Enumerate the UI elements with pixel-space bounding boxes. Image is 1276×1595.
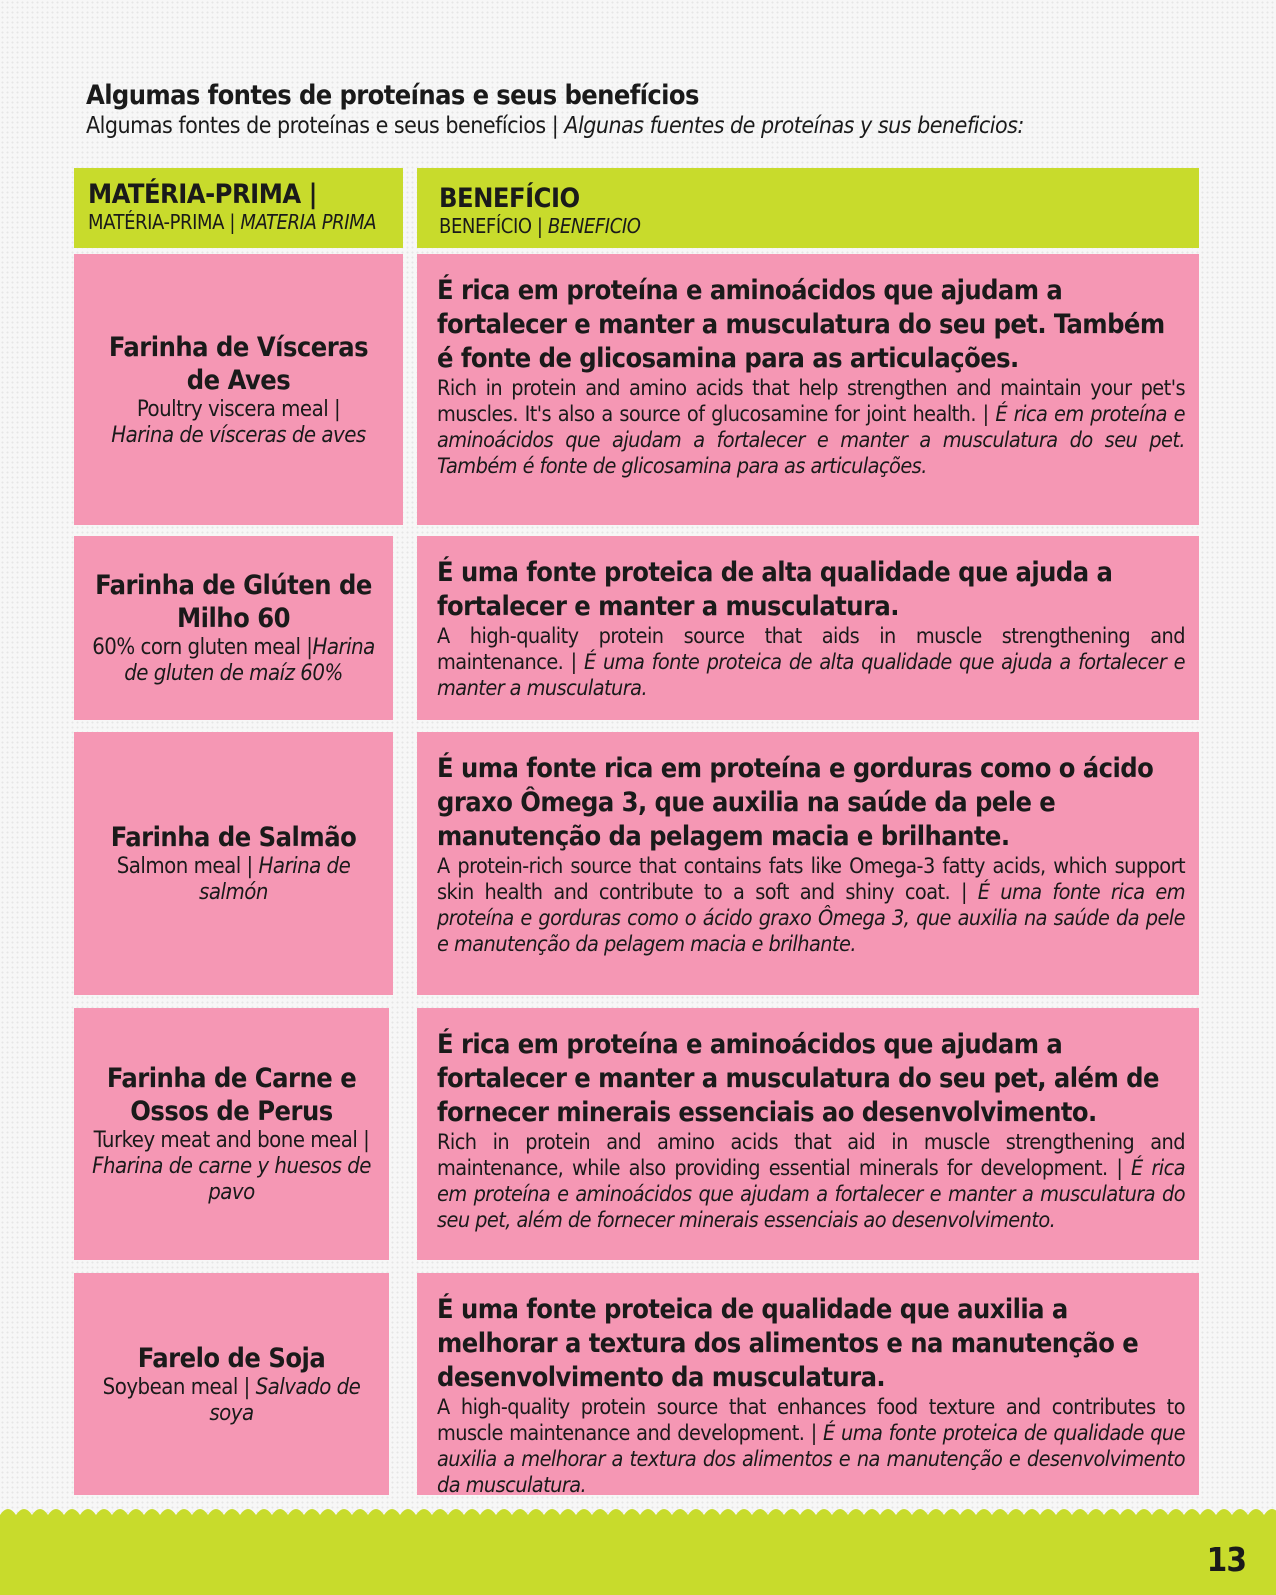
material-name: Farinha de Vísceras de Aves (108, 331, 369, 396)
benefit-text: É rica em proteína e aminoácidos que ajudam a fortalecer e manter a musculatura do seu pet. Também é fonte de glicosamina para as articulações. (437, 275, 1165, 374)
subtitle-es: Algunas fuentes de proteínas y sus beneficios: (564, 113, 1024, 139)
benefit-text: É uma fonte rica em proteína e gorduras como o ácido graxo Ômega 3, que auxilia na saúde da pele e manutenção da pelagem macia e brilhante. (437, 753, 1154, 852)
table-row-benefit (417, 254, 1199, 525)
column-header-material-subtitle (88, 210, 391, 235)
table-row-material (74, 732, 393, 995)
benefit-translation (437, 854, 1185, 958)
benefit-text-pt-italic: É rica em proteína e aminoácidos que ajudam a fortalecer e manter a musculatura do seu pet, além de fornecer minerais essenciais ao desenvolvimento. (437, 1156, 1186, 1233)
column-header-benefit-title: BENEFÍCIO (439, 183, 580, 214)
page-heading (86, 80, 1206, 140)
table-row-material (74, 536, 393, 720)
footer-wave-band (0, 1505, 1276, 1595)
column-header-material (74, 168, 403, 248)
column-header-benefit-sub: BENEFÍCIO | (439, 214, 548, 238)
material-name: Farelo de Soja (137, 1342, 326, 1374)
page-title: Algumas fontes de proteínas e seus benefícios (86, 80, 699, 111)
benefit-text-en: Rich in protein and amino acids that help strengthen and maintain your pet's muscles. It's also a source of glucosamine for joint health. | (437, 376, 1185, 427)
column-header-material-sub: MATÉRIA-PRIMA | (88, 210, 241, 234)
material-name-es: Harina de salmón (199, 854, 351, 905)
column-header-benefit (417, 168, 1199, 248)
material-translation (90, 397, 387, 449)
table-row-material (74, 1273, 389, 1495)
material-name-en: Turkey meat and bone meal | (93, 1128, 370, 1153)
table-row-benefit (417, 1008, 1199, 1260)
column-header-benefit-sub-es: BENEFICIO (547, 214, 641, 238)
benefit-translation (437, 1130, 1185, 1234)
benefit-text-en: A high-quality protein source that aids in muscle strengthening and maintenance. | (437, 624, 1185, 675)
benefit-text-en: Rich in protein and amino acids that aid in muscle strengthening and maintenance, while also providing essential minerals for development. | (437, 1130, 1185, 1181)
benefit-text-pt-italic: É uma fonte rica em proteína e gorduras como o ácido graxo Ômega 3, que auxilia na saúde da pele e manutenção da pelagem macia e brilhante. (437, 880, 1185, 957)
benefit-text-en: A high-quality protein source that enhances food texture and contributes to muscle maintenance and development. | (437, 1395, 1185, 1446)
page-number: 13 (1206, 1540, 1246, 1579)
material-translation (90, 854, 377, 906)
material-translation (90, 635, 377, 687)
table-row-material (74, 254, 403, 525)
table-row-benefit (417, 536, 1199, 720)
benefit-translation (437, 1395, 1185, 1499)
material-translation (90, 1375, 373, 1427)
page-subtitle (86, 112, 1206, 140)
table-row-benefit (417, 1273, 1199, 1498)
material-name: Farinha de Glúten de Milho 60 (95, 570, 372, 634)
table-row-material (74, 1008, 389, 1260)
benefit-text: É uma fonte proteica de qualidade que auxilia a melhorar a textura dos alimentos e na manutenção e desenvolvimento da musculatura. (437, 1294, 1139, 1393)
column-header-material-sub-es: MATERIA PRIMA (240, 210, 377, 234)
material-name-es: Harina de gluten de maíz 60% (124, 635, 375, 686)
material-name-en: 60% corn gluten meal | (92, 635, 313, 660)
material-name-en: Soybean meal | (102, 1374, 256, 1400)
material-translation (90, 1128, 373, 1206)
subtitle-pt-en: Algumas fontes de proteínas e seus benefícios | (86, 113, 565, 139)
benefit-text-en: A protein-rich source that contains fats like Omega-3 fatty acids, which support skin health and contribute to a soft and shiny coat. | (437, 854, 1185, 905)
material-name: Farinha de Salmão (110, 822, 357, 853)
material-name-es: Harina de vísceras de aves (111, 422, 366, 448)
material-name: Farinha de Carne e Ossos de Perus (106, 1063, 357, 1127)
benefit-translation (437, 376, 1185, 480)
material-name-es: Fharina de carne y huesos de pavo (92, 1154, 371, 1205)
material-name-es: Salvado de soya (209, 1374, 361, 1426)
benefit-text-pt-italic: É uma fonte proteica de qualidade que auxilia a melhorar a textura dos alimentos e na manutenção e desenvolvimento da musculatura. (437, 1421, 1185, 1498)
column-header-benefit-subtitle (439, 214, 1185, 239)
material-name-en: Poultry viscera meal | (136, 396, 341, 422)
benefit-text: É rica em proteína e aminoácidos que ajudam a fortalecer e manter a musculatura do seu pet, além de fornecer minerais essenciais ao desenvolvimento. (437, 1029, 1159, 1128)
benefit-text-pt-italic: É rica em proteína e aminoácidos que ajudam a fortalecer e manter a musculatura do seu pet. Também é fonte de glicosamina para as articulações. (437, 402, 1185, 479)
benefit-translation (437, 624, 1185, 702)
table-row-benefit (417, 732, 1199, 995)
material-name-en: Salmon meal | (116, 854, 259, 879)
benefit-text: É uma fonte proteica de alta qualidade que ajuda a fortalecer e manter a musculatura. (437, 557, 1113, 622)
column-header-material-title: MATÉRIA-PRIMA | (88, 179, 318, 210)
benefit-text-pt-italic: É uma fonte proteica de alta qualidade que ajuda a fortalecer e manter a musculatura. (437, 650, 1185, 701)
